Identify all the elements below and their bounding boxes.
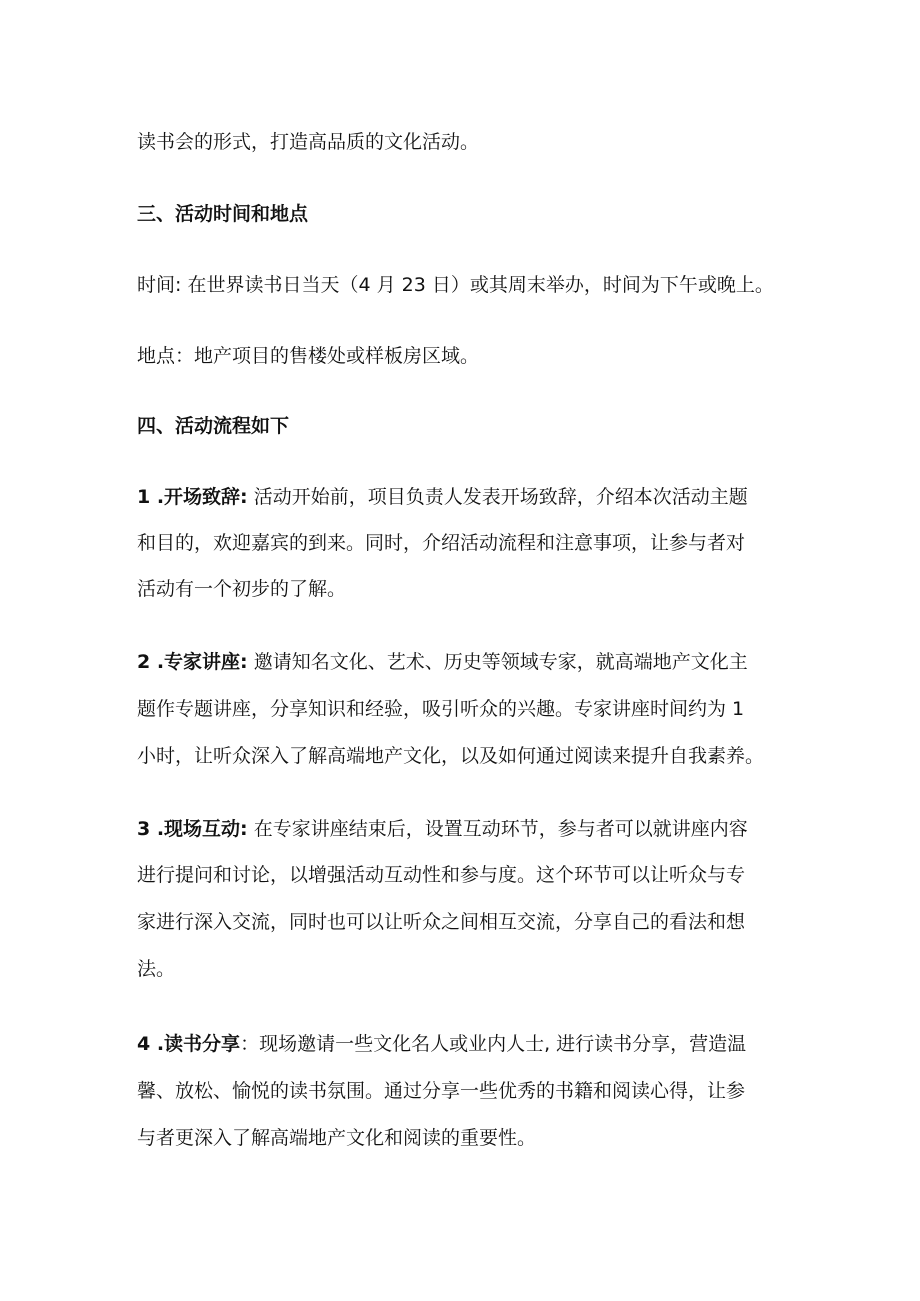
intro-tail-text: 读书会的形式，打造高品质的文化活动。 [137, 131, 480, 153]
list-item-4-line-3: 与者更深入了解高端地产文化和阅读的重要性。 [137, 1127, 537, 1149]
list-item-3-line-3: 家进行深入交流，同时也可以让听众之间相互交流，分享自己的看法和想 [137, 911, 746, 933]
list-item-1-text: 活动开始前，项目负责人发表开场致辞，介绍本次活动主题 [247, 486, 748, 508]
list-item-3-text: 在专家讲座结束后，设置互动环节，参与者可以就讲座内容 [247, 818, 748, 840]
list-item-4-line-2: 馨、放松、愉悦的读书氛围。通过分享一些优秀的书籍和阅读心得，让参 [137, 1080, 746, 1102]
list-item-2-line-3: 小时，让听众深入了解高端地产文化，以及如何通过阅读来提升自我素养。 [137, 745, 765, 767]
list-item-2-text: 邀请知名文化、艺术、历史等领域专家，就高端地产文化主 [247, 651, 748, 673]
list-item-1-label: 1 .开场致辞: [137, 486, 248, 508]
list-item-2-line-2: 题作专题讲座，分享知识和经验，吸引听众的兴趣。专家讲座时间约为 1 [137, 698, 745, 720]
section-4-heading: 四、活动流程如下 [137, 415, 290, 437]
list-item-3-line-1 [137, 816, 748, 842]
event-place-text: 地点：地产项目的售楼处或样板房区域。 [137, 345, 480, 367]
list-item-4-label: 4 .读书分享 [137, 1033, 241, 1055]
list-item-3-label: 3 .现场互动: [137, 818, 248, 840]
list-item-2-label: 2 .专家讲座: [137, 651, 248, 673]
list-item-1-line-1 [137, 484, 748, 510]
event-time-text: 时间: 在世界读书日当天（4 月 23 日）或其周末举办，时间为下午或晚上。 [137, 274, 774, 296]
section-3-heading: 三、活动时间和地点 [137, 203, 309, 225]
list-item-1-line-3: 活动有一个初步的了解。 [137, 578, 347, 600]
list-item-1-line-2: 和目的，欢迎嘉宾的到来。同时，介绍活动流程和注意事项，让参与者对 [137, 532, 746, 554]
list-item-3-line-2: 进行提问和讨论，以增强活动互动性和参与度。这个环节可以让听众与专 [137, 864, 746, 886]
list-item-4-line-1 [137, 1031, 746, 1057]
list-item-4-text: ：现场邀请一些文化名人或业内人士, 进行读书分享，营造温 [240, 1033, 747, 1055]
list-item-2-line-1 [137, 649, 748, 675]
list-item-3-line-4: 法。 [137, 958, 176, 980]
